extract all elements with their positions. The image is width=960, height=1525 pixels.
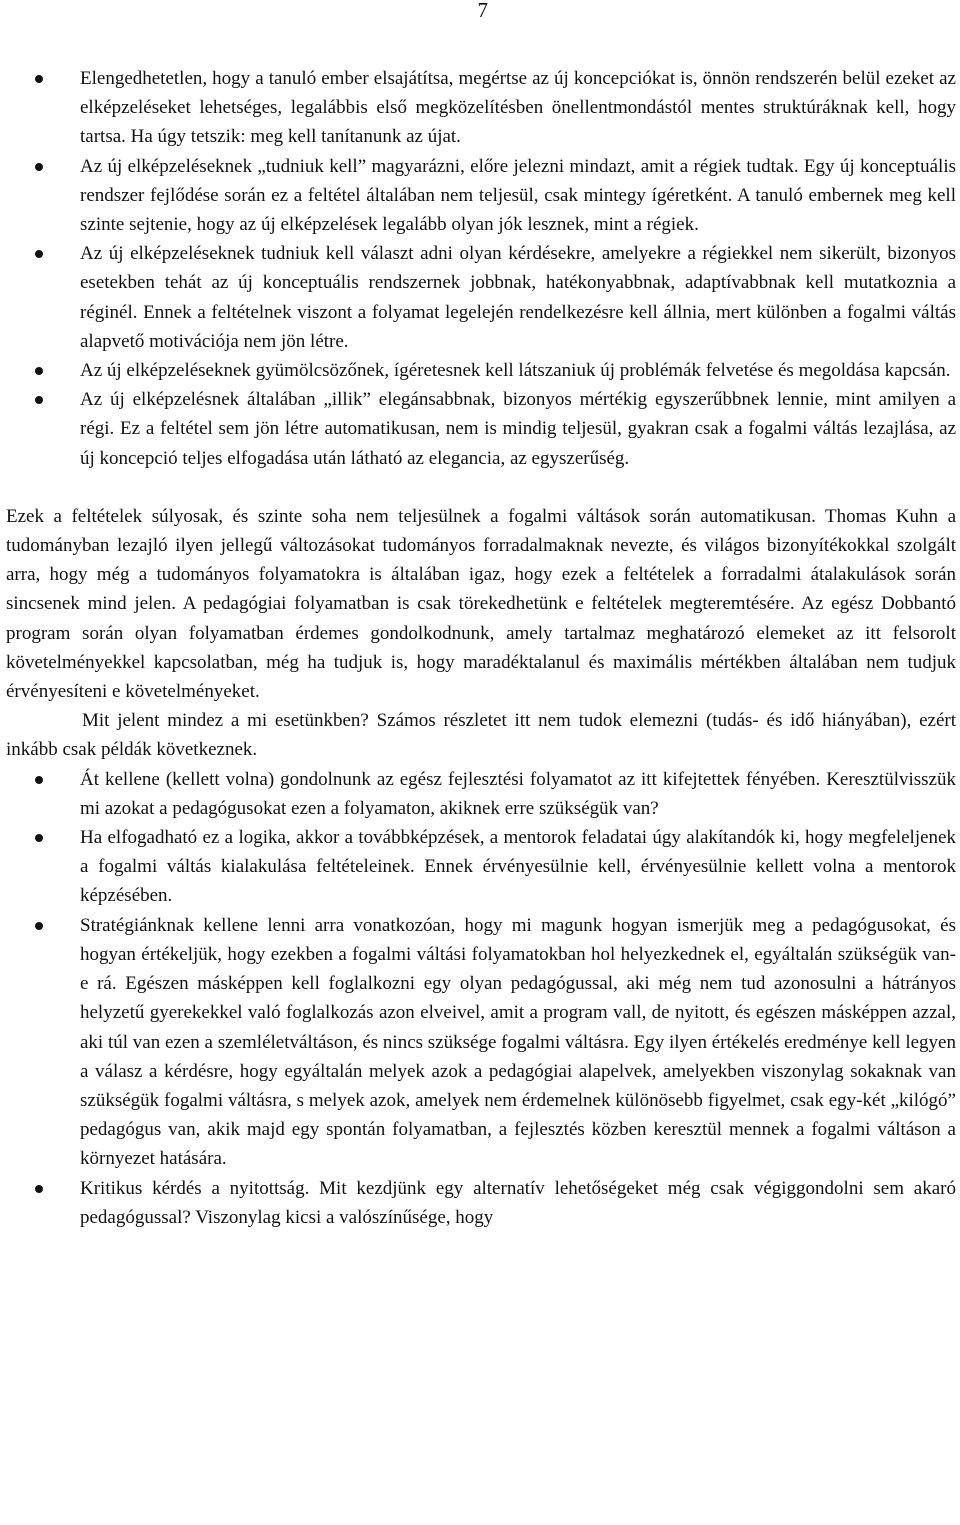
list-item-text: Az új elképzelésnek általában „illik” elegánsabbnak, bizonyos mértékig egyszerűbbnek lennie, mint amilyen a régi. Ez a feltétel sem jön létre automatikusan, nem is mindig teljesül, gyakran csak a fogalmi váltás lezajlása, az új koncepció teljes elfogadása után látható az elegancia, az egyszerűség. [80, 389, 956, 469]
list-item [6, 64, 956, 152]
list-item-text: Az új elképzeléseknek tudniuk kell választ adni olyan kérdésekre, amelyekre a régiekkel nem sikerült, bizonyos esetekben tehát az új konceptuális rendszernek jobbnak, hatékonyabbnak, adaptívabbnak kell mutatkoznia a réginél. Ennek a feltételnek viszont a folyamat legelején rendelkezésre kell állnia, mert különben a fogalmi váltás alapvető motivációja nem jön létre. [80, 243, 956, 352]
list-item-text: Kritikus kérdés a nyitottság. Mit kezdjünk egy alternatív lehetőségeket még csak végiggondolni sem akaró pedagógussal? Viszonylag kicsi a valószínűsége, hogy [80, 1177, 956, 1228]
bullet-icon [35, 250, 43, 258]
bullet-icon [35, 367, 43, 375]
document-body [6, 64, 956, 1232]
list-item-text: Ha elfogadható ez a logika, akkor a továbbképzések, a mentorok feladatai úgy alakítandók ki, hogy megfeleljenek a fogalmi váltás kialakulása feltételeinek. Ennek érvényesülnie kell, érvényesülnie kellett volna a mentorok képzésében. [80, 827, 956, 907]
list-item [6, 823, 956, 911]
list-item-text: Elengedhetetlen, hogy a tanuló ember elsajátítsa, megértse az új koncepciókat is, önnön rendszerén belül ezeket az elképzeléseket lehetséges, legalábbis első megközelítésben önellentmondástól mentes struktúráknak kell, hogy tartsa. Ha úgy tetszik: meg kell tanítanunk az újat. [80, 68, 956, 148]
list-item [6, 356, 956, 385]
page-number: 7 [477, 0, 488, 22]
list-item [6, 239, 956, 356]
bullet-icon [35, 163, 43, 171]
list-item [6, 152, 956, 240]
bullet-icon [35, 1185, 43, 1193]
paragraph-our-case: Mit jelent mindez a mi esetünkben? Számos részletet itt nem tudok elemezni (tudás- és idő hiányában), ezért inkább csak példák következnek. [6, 710, 956, 761]
bullet-icon [35, 396, 43, 404]
conditions-list [6, 64, 956, 473]
paragraph-conditions-summary: Ezek a feltételek súlyosak, és szinte soha nem teljesülnek a fogalmi váltások során automatikusan. Thomas Kuhn a tudományban lezajló ilyen jellegű változásokat tudományos forradalmaknak nevezte, és világos bizonyítékokkal szolgált arra, hogy még a tudományos folyamatokra is általában igaz, hogy ezek a feltételek a forradalmi átalakulások során sincsenek mind jelen. A pedagógiai folyamatban is csak törekedhetünk e feltételek megteremtésére. Az egész Dobbantó program során olyan folyamatban érdemes gondolkodnunk, amely tartalmaz meghatározó elemeket az itt felsorolt követelményekkel kapcsolatban, még ha tudjuk is, hogy maradéktalanul és maximális mértékben általában nem tudjuk érvényesíteni e követelményeket. [6, 505, 956, 703]
bullet-icon [35, 75, 43, 83]
list-item-text: Stratégiánknak kellene lenni arra vonatkozóan, hogy mi magunk hogyan ismerjük meg a pedagógusokat, és hogyan értékeljük, hogy ezekben a fogalmi váltási folyamatokban hol helyezkednek el, egyáltalán szükségük van-e rá. Egészen másképpen kell foglalkozni egy olyan pedagógussal, aki még nem tud azonosulni a hátrányos helyzetű gyerekekkel való foglalkozás azon elveivel, amit a program vall, de nyitott, és egészen másképpen azzal, aki túl van ezen a szemléletváltáson, és nincs szüksége fogalmi váltásra. Egy ilyen értékelés eredménye kell legyen a válasz a kérdésre, hogy egyáltalán melyek azok a pedagógiai alapelvek, amelyekben viszonylag sokaknak van szükségük fogalmi váltásra, s melyek azok, amelyek nem érdemelnek különösebb figyelmet, csak egy-két „kilógó” pedagógus van, akik majd egy spontán folyamatban, a fejlesztés közben keresztül mennek a fogalmi váltáson a környezet hatására. [80, 914, 956, 1170]
bullet-icon [35, 834, 43, 842]
list-item [6, 1174, 956, 1232]
list-item [6, 385, 956, 473]
list-item [6, 911, 956, 1174]
bullet-icon [35, 922, 43, 930]
examples-list [6, 765, 956, 1232]
list-item-text: Az új elképzeléseknek gyümölcsözőnek, ígéretesnek kell látszaniuk új problémák felvetése és megoldása kapcsán. [80, 360, 951, 382]
list-item [6, 765, 956, 823]
bullet-icon [35, 776, 43, 784]
list-item-text: Az új elképzeléseknek „tudniuk kell” magyarázni, előre jelezni mindazt, amit a régiek tudtak. Egy új konceptuális rendszer fejlődése során ez a feltétel általában nem teljesül, csak mintegy ígéretként. A tanuló embernek meg kell szinte sejtenie, hogy az új elképzelések legalább olyan jók lesznek, mint a régiek. [80, 155, 956, 236]
list-item-text: Át kellene (kellett volna) gondolnunk az egész fejlesztési folyamatot az itt kifejtettek fényében. Keresztülvisszük mi azokat a pedagógusokat ezen a folyamaton, akiknek erre szükségük van? [80, 768, 956, 819]
